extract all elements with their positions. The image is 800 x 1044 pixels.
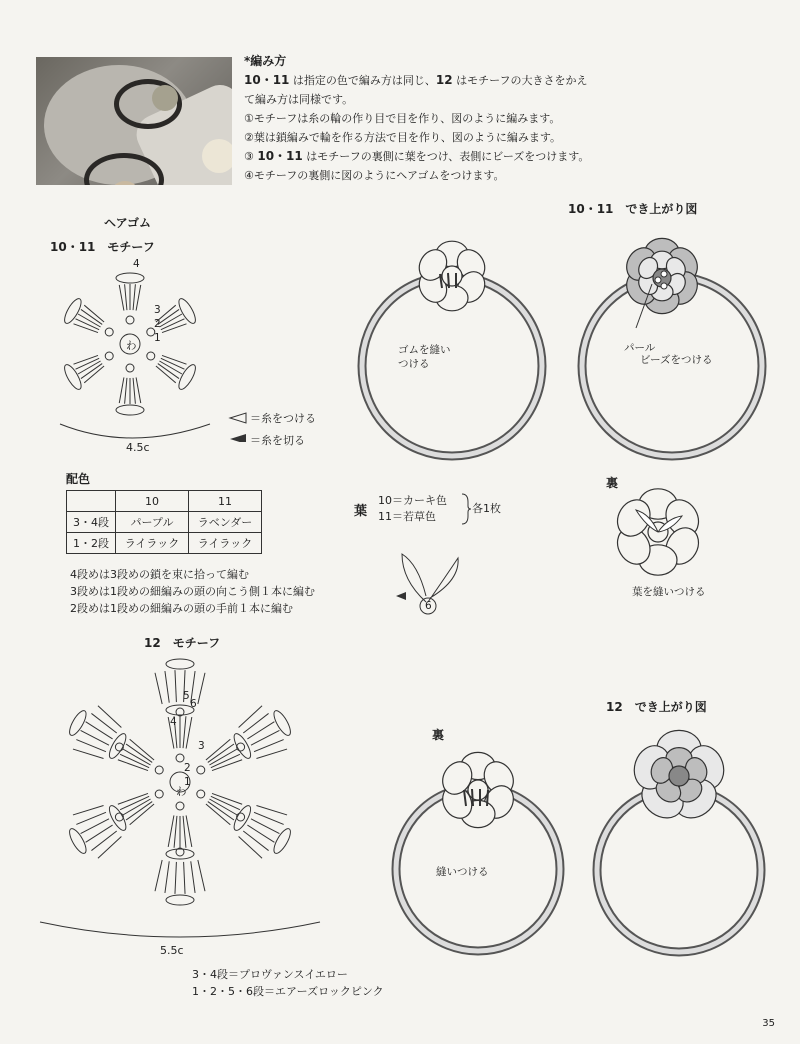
- brace: [460, 492, 472, 526]
- cut-arrow-icon: [230, 434, 246, 442]
- back-1011-label: 葉を縫いつける: [632, 586, 706, 598]
- row-label-3: 3: [198, 740, 205, 752]
- size-arc: [60, 424, 210, 438]
- motif-1011-title: 10・11 モチーフ: [50, 240, 155, 254]
- stitch-symbol: [125, 284, 127, 310]
- row-label-1: 1: [184, 776, 191, 788]
- stitch-symbol: [136, 377, 141, 403]
- instructions-heading: *編み方: [244, 54, 287, 68]
- stitch-symbol: [74, 324, 98, 333]
- pearl-bead-icon: [655, 277, 661, 283]
- leaf-right: [428, 558, 458, 602]
- stitch-symbol: [86, 722, 113, 739]
- section-title: ヘアゴム: [104, 216, 152, 230]
- stitch-symbol: [165, 861, 169, 893]
- instructions: [244, 52, 624, 185]
- stitch-symbol: [91, 831, 116, 851]
- bead-label-2: ビーズをつける: [640, 354, 713, 366]
- inner-petal: [176, 754, 184, 762]
- pearl-bead-icon: [661, 271, 667, 277]
- color-table: [66, 490, 262, 554]
- finished-12-title: 12 でき上がり図: [606, 700, 707, 714]
- leaf-color-11: 11＝若草色: [378, 510, 436, 523]
- inner-petal: [237, 813, 245, 821]
- inner-petal: [115, 813, 123, 821]
- stitch-symbol: [191, 861, 195, 893]
- stitch-symbol: [136, 285, 141, 311]
- stitch-symbol: [155, 860, 162, 891]
- chain-arc: [166, 659, 194, 669]
- stitch-symbol: [256, 806, 287, 815]
- legend-attach: ＝糸をつける: [250, 412, 316, 425]
- stitch-symbol: [119, 377, 124, 403]
- ring-label: わ: [176, 786, 187, 798]
- stitch-symbol: [183, 816, 186, 848]
- flower-center: [442, 266, 462, 286]
- chain-arc: [106, 731, 129, 760]
- motif-12-size: 5.5c: [160, 944, 184, 957]
- stitch-symbol: [175, 862, 176, 894]
- stitch-symbol: [256, 749, 287, 758]
- finished-12-front-diagram: [584, 724, 774, 960]
- row-label-5: 5: [183, 690, 190, 702]
- stitch-symbol: [175, 670, 176, 702]
- stitch-symbol: [91, 713, 116, 733]
- stitch-symbol: [98, 706, 121, 728]
- inner-petal: [197, 790, 205, 798]
- page-number: 35: [762, 1018, 775, 1029]
- stitch-symbol: [74, 355, 98, 364]
- chain-arc: [106, 803, 129, 832]
- sew-label-2: つける: [398, 358, 430, 370]
- stitch-symbol: [73, 749, 104, 758]
- stitch-symbol: [168, 815, 174, 846]
- motif-1011-size: 4.5c: [126, 441, 150, 454]
- inner-petal: [105, 328, 113, 336]
- inner-petal: [155, 766, 163, 774]
- pearl-bead-icon: [661, 283, 667, 289]
- motif-12-chart: [30, 652, 330, 952]
- stitch-symbol: [165, 671, 169, 703]
- stitch-symbol: [243, 713, 268, 733]
- legend-arrows: [228, 412, 250, 442]
- inner-petal: [155, 790, 163, 798]
- row-label-2: 2: [184, 762, 191, 774]
- stitch-symbol: [186, 815, 192, 846]
- back-1011-title: 裏: [606, 476, 619, 490]
- product-photo: [36, 57, 232, 185]
- inner-petal: [126, 364, 134, 372]
- sew-label-12: 縫いつける: [436, 866, 489, 878]
- instructions-line2: て編み方は同様です。: [244, 93, 354, 106]
- row-label-4: 4: [170, 716, 177, 728]
- stitch-symbol: [247, 825, 274, 842]
- ring-label: わ: [126, 340, 137, 352]
- stitch-symbol: [133, 378, 135, 404]
- cut-arrow-icon: [396, 592, 406, 600]
- stitch-symbol: [247, 722, 274, 739]
- chain-arc: [166, 895, 194, 905]
- leaf-row-label: 6: [425, 600, 432, 612]
- stitch-symbol: [174, 816, 177, 848]
- chain-arc: [231, 731, 254, 760]
- inner-petal: [126, 316, 134, 324]
- inner-petal: [197, 766, 205, 774]
- stitch-symbol: [186, 717, 192, 748]
- inner-petal: [105, 352, 113, 360]
- legend-cut: ＝糸を切る: [250, 434, 305, 447]
- stitch-symbol: [198, 673, 205, 704]
- instructions-step4: ④モチーフの裏側に図のようにヘアゴムをつけます。: [244, 169, 505, 182]
- row-label-1: 1: [154, 332, 161, 344]
- stitch-symbol: [239, 836, 262, 858]
- motif-12-color-2: 1・2・5・6段＝エアーズロックピンク: [192, 985, 384, 998]
- color-table-row: 1・2段 ライラック ライラック: [67, 533, 262, 554]
- stitch-symbol: [86, 825, 113, 842]
- color-table-header: 10 11: [67, 491, 262, 512]
- size-arc: [40, 922, 320, 937]
- stitch-symbol: [184, 862, 185, 894]
- stitch-symbol: [125, 378, 127, 404]
- stitch-symbol: [119, 285, 124, 311]
- stitch-symbol: [98, 836, 121, 858]
- stitch-symbol: [183, 716, 186, 748]
- bead-label-1: パール: [624, 342, 656, 354]
- inner-petal: [176, 802, 184, 810]
- leaf-color-10: 10＝カーキ色: [378, 494, 447, 507]
- stitch-symbol: [243, 831, 268, 851]
- motif-1011-chart: [40, 256, 220, 456]
- chain-arc: [116, 405, 144, 415]
- stitch-symbol: [73, 806, 104, 815]
- chain-arc: [166, 849, 194, 859]
- finished-12-back-diagram: [388, 744, 568, 958]
- row-label-6: 6: [190, 698, 197, 710]
- attach-arrow-icon: [230, 413, 246, 423]
- inner-petal: [147, 352, 155, 360]
- motif-12-color-1: 3・4段＝プロヴァンスイエロー: [192, 968, 348, 981]
- back-1011-diagram: [592, 478, 722, 590]
- sew-label-1: ゴムを縫い: [398, 344, 451, 356]
- motif-12-title: 12 モチーフ: [144, 636, 221, 650]
- stitch-symbol: [133, 284, 135, 310]
- stitch-symbol: [162, 324, 186, 333]
- stitch-symbol: [198, 860, 205, 891]
- stitch-symbol: [162, 355, 186, 364]
- color-table-row: 3・4段 パープル ラベンダー: [67, 512, 262, 533]
- inner-petal: [237, 743, 245, 751]
- instructions-step2: ②葉は鎖編みで輪を作る方法で目を作り、図のように編みます。: [244, 131, 561, 144]
- row-label-2: 2: [154, 318, 161, 330]
- instructions-line1: 10・11 は指定の色で編み方は同じ、12 はモチーフの大きさをかえ: [244, 73, 588, 87]
- row-note-4: 4段めは3段めの鎖を束に拾って編む: [70, 568, 249, 581]
- finished-12-back-title: 裏: [432, 728, 445, 742]
- finished-1011-front-diagram: [572, 228, 772, 466]
- chain-arc: [116, 273, 144, 283]
- stitch-symbol: [239, 706, 262, 728]
- color-table-title: 配色: [66, 472, 91, 486]
- row-label-4: 4: [133, 258, 140, 270]
- finished-1011-back-diagram: [352, 228, 552, 466]
- leaf-title: 葉: [354, 504, 368, 519]
- flower-center: [468, 780, 488, 800]
- leaf-count: 各1枚: [472, 502, 501, 515]
- finished-1011-title: 10・11 でき上がり図: [568, 202, 698, 216]
- row-label-3: 3: [154, 304, 161, 316]
- flower-center: [669, 766, 689, 786]
- inner-petal: [115, 743, 123, 751]
- chain-arc: [231, 803, 254, 832]
- instructions-step1: ①モチーフは糸の輪の作り目で目を作り、図のように編みます。: [244, 112, 561, 125]
- row-note-2: 2段めは1段めの細編みの頭の手前１本に編む: [70, 602, 293, 615]
- instructions-step3: ③ 10・11 はモチーフの裏側に葉をつけ、表側にビーズをつけます。: [244, 149, 590, 163]
- stitch-symbol: [155, 673, 162, 704]
- row-note-3: 3段めは1段めの細編みの頭の向こう側１本に編む: [70, 585, 315, 598]
